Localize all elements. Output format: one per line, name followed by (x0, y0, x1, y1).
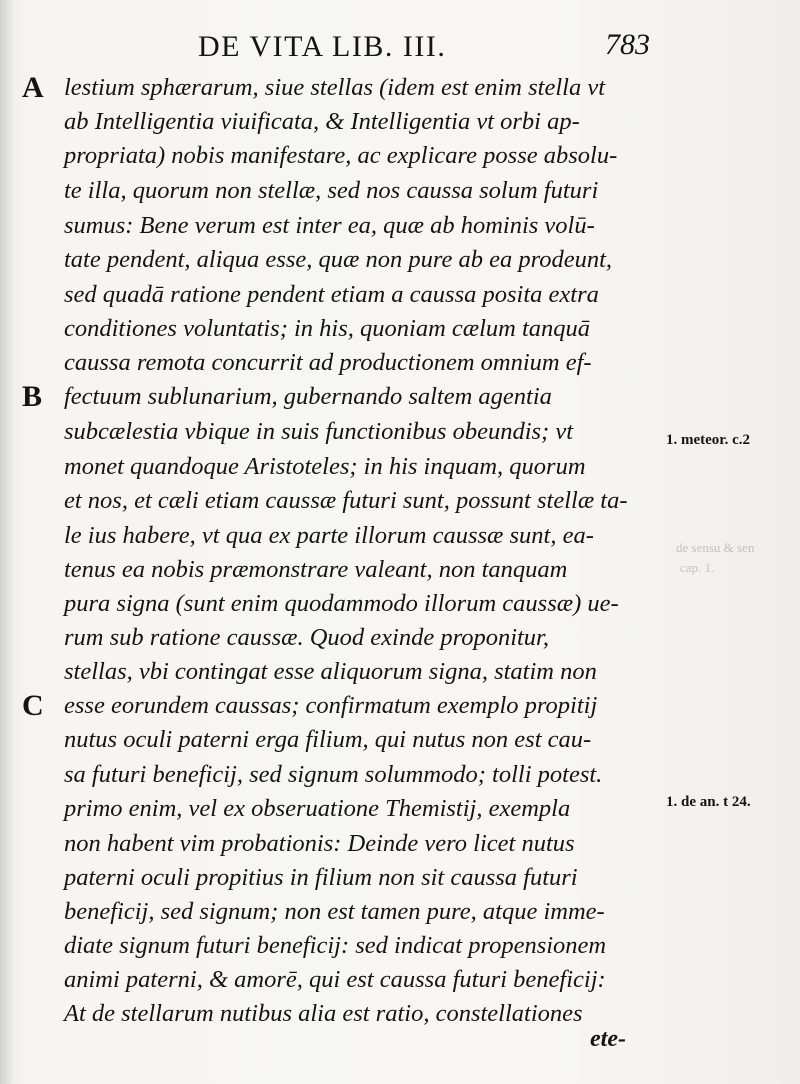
text-line: tate pendent, aliqua esse, quæ non pure ab ea prodeunt, (64, 246, 612, 273)
text-line: diate signum futuri beneficij: sed indicat propensionem (64, 932, 607, 959)
bleed-through-text: cap. 1. (680, 560, 715, 575)
section-letter-b: B (22, 380, 43, 413)
section-letter-a: A (22, 71, 44, 104)
text-line: sumus: Bene verum est inter ea, quæ ab hominis volū- (64, 212, 595, 239)
catchword: ete- (590, 1026, 626, 1052)
bleed-through-text: de sensu & sen (676, 540, 755, 555)
page-number: 783 (605, 28, 650, 61)
text-line: lestium sphærarum, siue stellas (idem est enim stella vt (64, 74, 605, 101)
text-line: esse eorundem caussas; confirmatum exemplo propitij (64, 692, 598, 719)
text-line: monet quandoque Aristoteles; in his inquam, quorum (64, 453, 586, 480)
text-line: stellas, vbi contingat esse aliquorum signa, statim non (64, 658, 597, 685)
running-head: DE VITA LIB. III. (198, 30, 447, 63)
text-line: te illa, quorum non stellæ, sed nos caussa solum futuri (64, 177, 599, 204)
text-line: At de stellarum nutibus alia est ratio, constellationes (64, 1000, 583, 1027)
text-line: propriata) nobis manifestare, ac explicare posse absolu- (64, 142, 618, 169)
text-line: primo enim, vel ex obseruatione Themistij, exempla (64, 795, 571, 822)
text-line: paterni oculi propitius in filium non sit caussa futuri (64, 864, 578, 891)
text-line: non habent vim probationis: Deinde vero licet nutus (64, 830, 575, 857)
text-line: fectuum sublunarium, gubernando saltem agentia (64, 383, 552, 410)
text-line: subcælestia vbique in suis functionibus obeundis; vt (64, 418, 574, 445)
text-line: pura signa (sunt enim quodammodo illorum caussæ) ue- (64, 590, 619, 617)
text-line: sed quadā ratione pendent etiam a caussa posita extra (64, 281, 599, 308)
text-line: rum sub ratione caussæ. Quod exinde proponitur, (64, 624, 549, 651)
text-line: tenus ea nobis præmonstrare valeant, non tanquam (64, 556, 568, 583)
text-line: beneficij, sed signum; non est tamen pure, atque imme- (64, 898, 605, 925)
text-line: sa futuri beneficij, sed signum solummodo; tolli potest. (64, 761, 603, 788)
text-line: et nos, et cæli etiam caussæ futuri sunt, possunt stellæ ta- (64, 487, 628, 514)
section-letter-c: C (22, 689, 44, 722)
margin-note: 1. meteor. c.2 (666, 432, 750, 448)
text-line: le ius habere, vt qua ex parte illorum caussæ sunt, ea- (64, 522, 594, 549)
text-line: caussa remota concurrit ad productionem omnium ef- (64, 349, 592, 376)
text-line: animi paterni, & amorē, qui est caussa futuri beneficij: (64, 966, 606, 993)
margin-note: 1. de an. t 24. (666, 794, 751, 810)
text-line: conditiones voluntatis; in his, quoniam cælum tanquā (64, 315, 591, 342)
text-line: nutus oculi paterni erga filium, qui nutus non est cau- (64, 726, 592, 753)
text-line: ab Intelligentia viuificata, & Intelligentia vt orbi ap- (64, 108, 580, 135)
